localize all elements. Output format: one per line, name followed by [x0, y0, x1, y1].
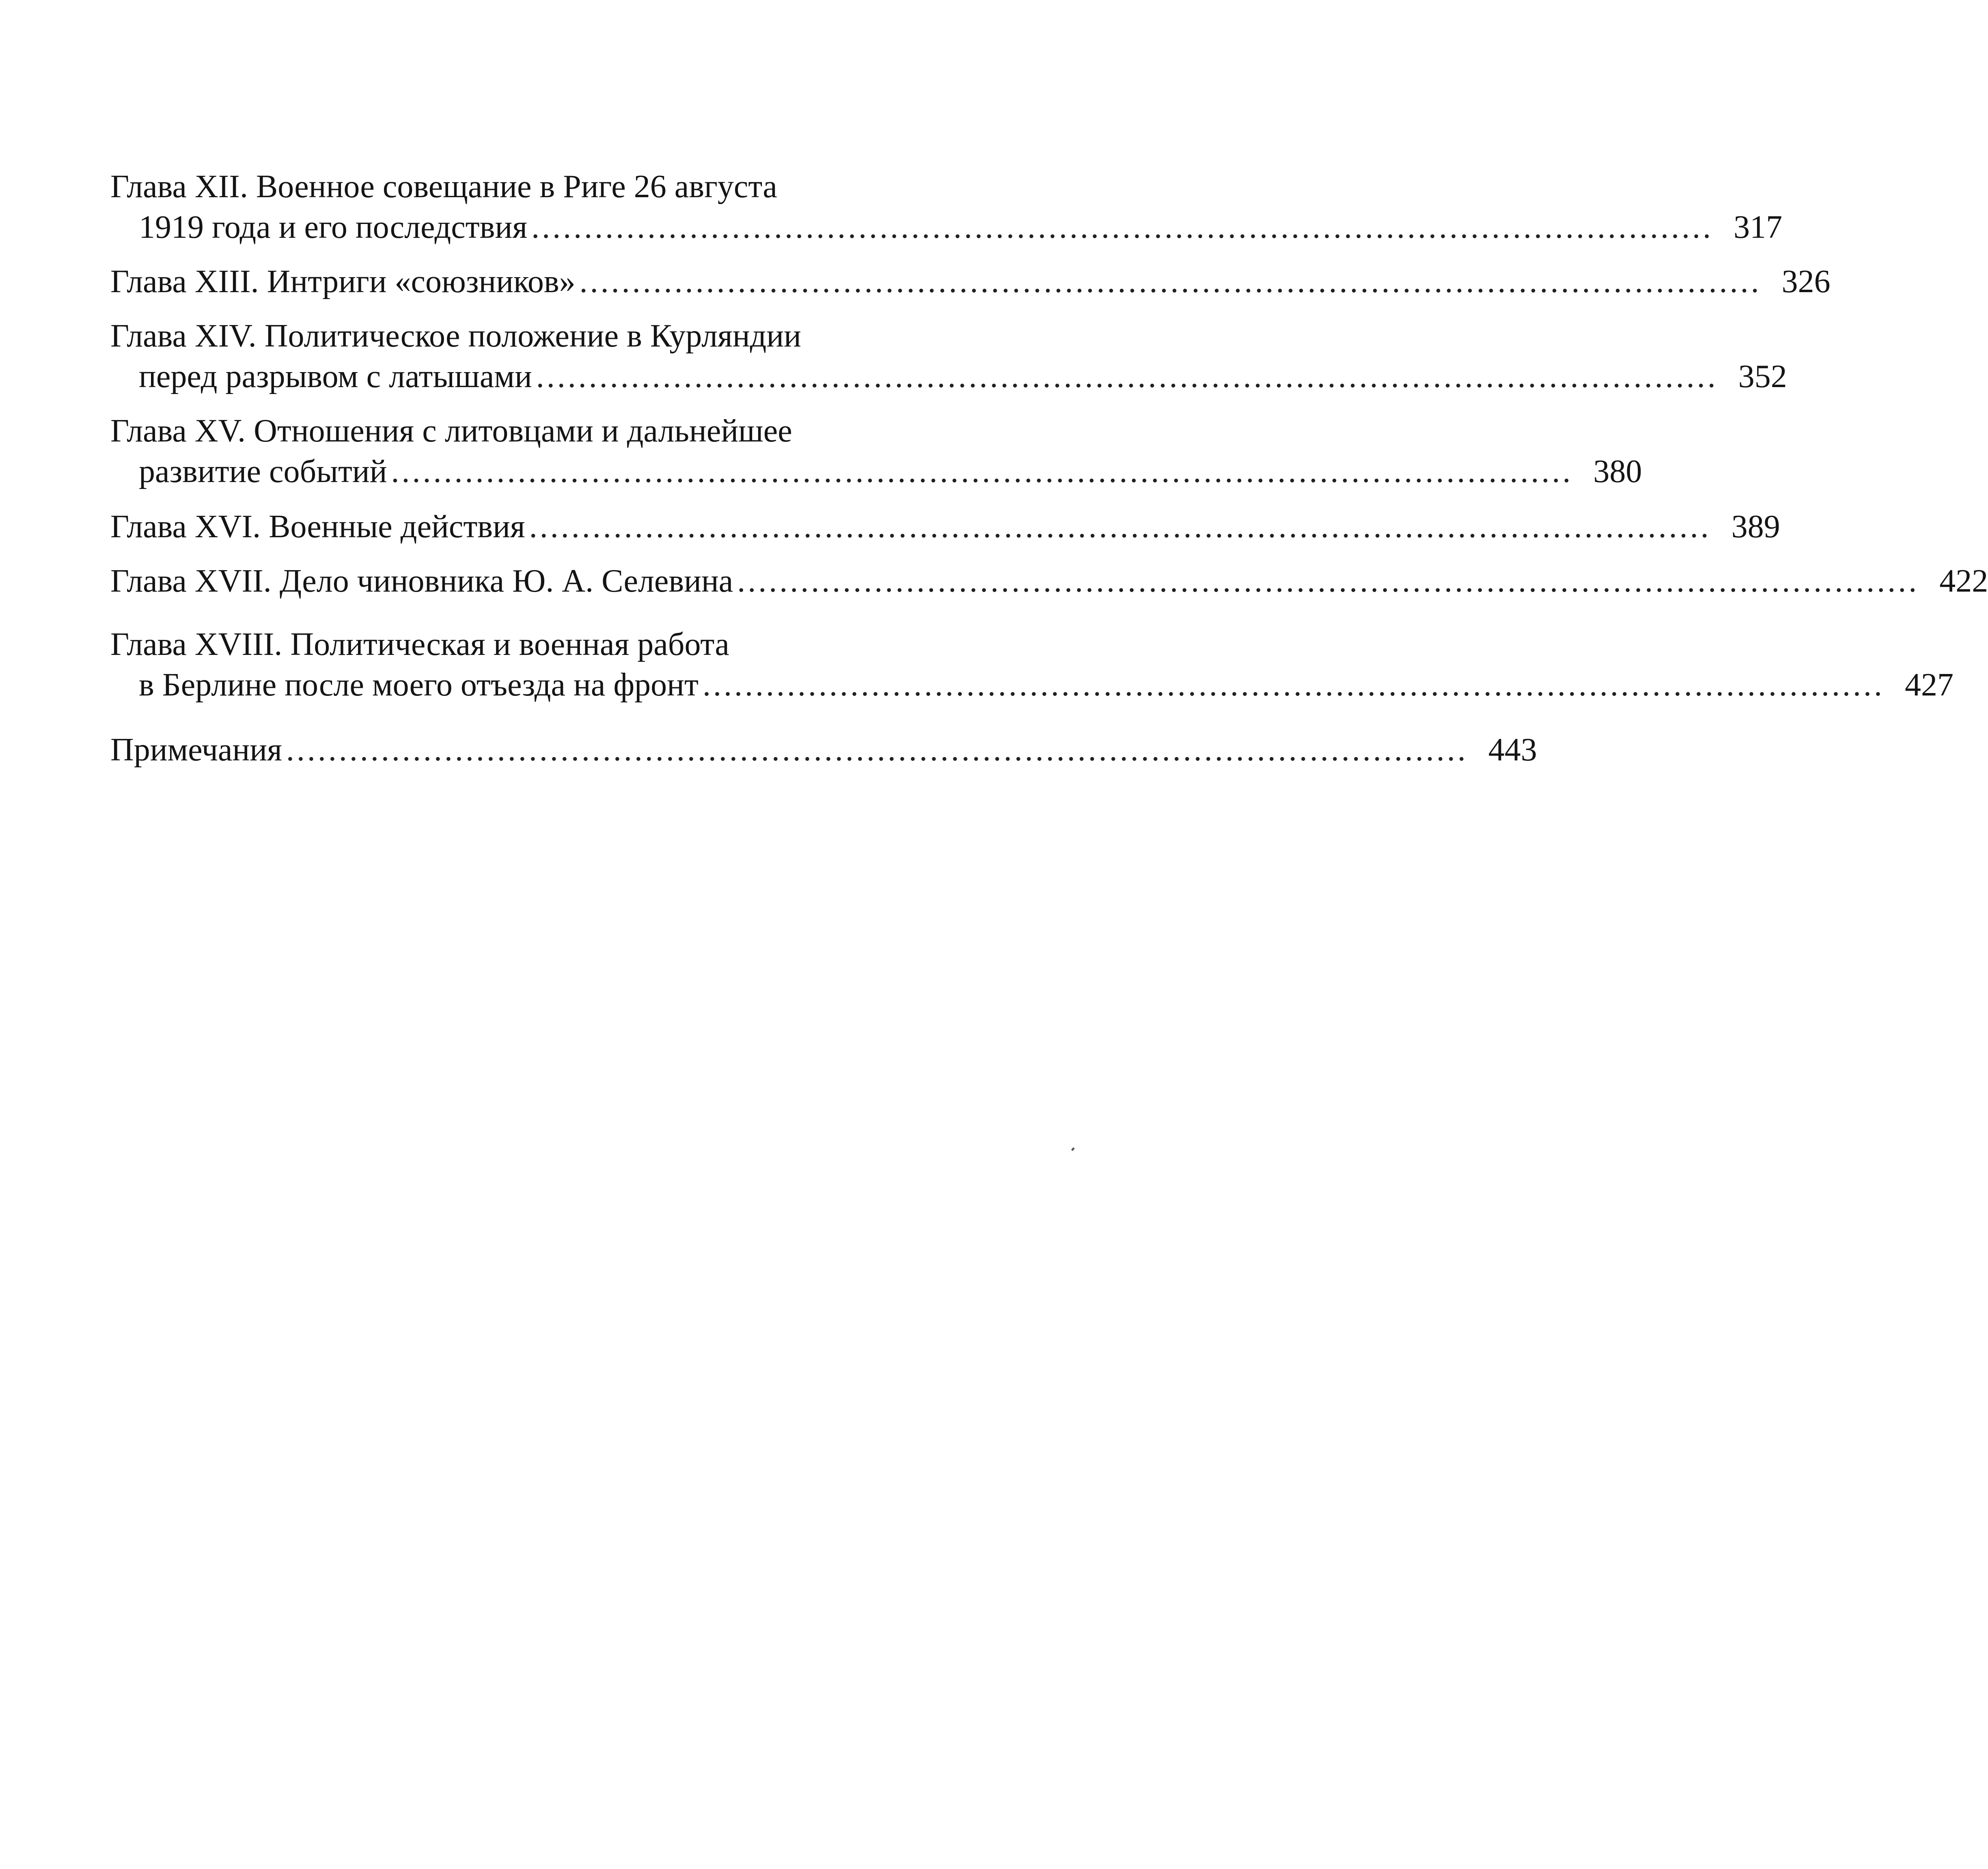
- toc-page-number: 380: [1593, 454, 1642, 489]
- dot-leader: ................................................................................................................: [737, 563, 1919, 599]
- scan-speck: [1071, 1147, 1075, 1151]
- dot-leader: ................................................................................................................: [702, 667, 1885, 703]
- dot-leader: ................................................................................................................: [391, 454, 1573, 489]
- toc-page-number: 422: [1939, 563, 1988, 599]
- toc-entry-title: Глава XIII. Интриги «союзников»: [110, 264, 576, 299]
- dot-leader: ................................................................................................................: [579, 264, 1762, 299]
- toc-page-number: 352: [1738, 359, 1787, 394]
- toc-page-number: 326: [1781, 264, 1831, 299]
- toc-page-number: 427: [1904, 667, 1954, 703]
- toc-entry-leader-line: [110, 509, 1780, 545]
- toc-entry-title: Глава XIV. Политическое положение в Курляндии: [110, 318, 801, 354]
- toc-entry-leader-line: [139, 667, 1954, 703]
- toc-entry-title-continuation: в Берлине после моего отъезда на фронт: [139, 667, 699, 703]
- toc-entry-leader-line: [110, 732, 1537, 768]
- toc-entry-leader-line: [139, 359, 1787, 394]
- toc-page-number: 317: [1734, 209, 1783, 245]
- toc-entry-title: Глава XII. Военное совещание в Риге 26 августа: [110, 169, 777, 205]
- dot-leader: ................................................................................................................: [286, 732, 1468, 768]
- dot-leader: ................................................................................................................: [536, 359, 1718, 394]
- toc-entry-leader-line: [110, 264, 1831, 299]
- toc-page-number: 443: [1488, 732, 1537, 768]
- toc-entry-title-continuation: 1919 года и его последствия: [139, 209, 528, 245]
- toc-entry-leader-line: [139, 454, 1642, 489]
- dot-leader: ................................................................................................................: [529, 509, 1711, 545]
- toc-entry-title-continuation: перед разрывом с латышами: [139, 359, 532, 394]
- toc-page-number: 389: [1731, 509, 1780, 545]
- toc-entry-title: Глава XVI. Военные действия: [110, 509, 525, 545]
- toc-entry-title: Примечания: [110, 732, 282, 768]
- toc-entry-title: Глава XV. Отношения с литовцами и дальнейшее: [110, 413, 792, 449]
- toc-entry-title-continuation: развитие событий: [139, 454, 387, 489]
- toc-entry-title: Глава XVIII. Политическая и военная работа: [110, 627, 729, 662]
- toc-entry-title: Глава XVII. Дело чиновника Ю. А. Селевина: [110, 563, 733, 599]
- dot-leader: ................................................................................................................: [531, 209, 1714, 245]
- toc-entry-leader-line: [110, 563, 1988, 599]
- toc-entry-leader-line: [139, 209, 1783, 245]
